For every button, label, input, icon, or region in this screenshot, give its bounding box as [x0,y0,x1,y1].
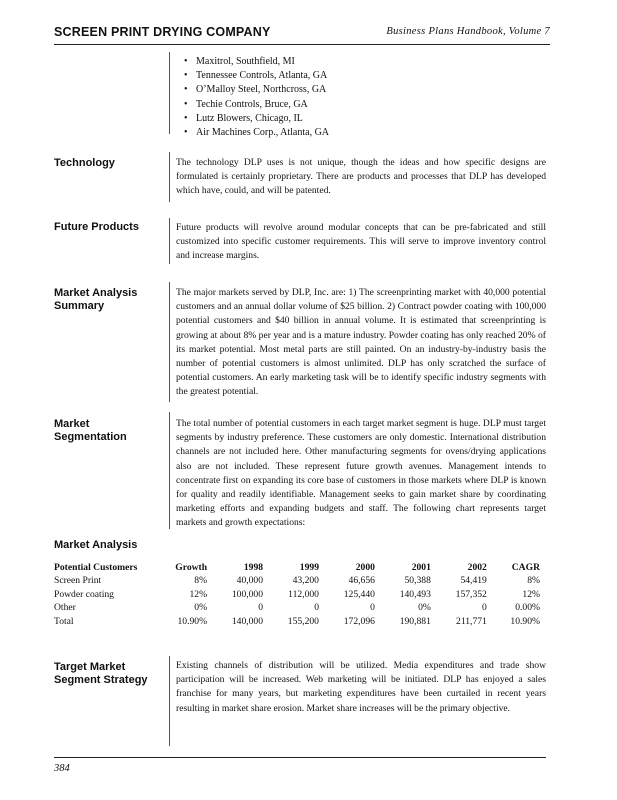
column-rule [169,282,170,402]
list-item: • O’Malloy Steel, Northcross, GA [184,84,327,96]
table-cell: 157,352 [455,588,487,600]
table-cell: 10.90% [177,615,208,627]
table-cell: 125,440 [343,588,375,600]
market-table-title: Market Analysis [54,539,138,551]
table-cell: 46,656 [348,575,375,587]
table-cell: 112,000 [288,588,319,600]
table-cell: 0% [194,602,208,614]
list-item: • Tennessee Controls, Atlanta, GA [184,70,328,82]
table-cell: 211,771 [456,615,487,627]
column-rule [169,412,170,529]
section-text-market-analysis-summary: The major markets served by DLP, Inc. are: 1) The screenprinting market with 40,000 potential customers and an annual dollar volume of $25 billion. 2) Contract powder coating with 100,000 potential customers and $40 billion in annual volume. It is estimated that screenprinting is growing at about 8% per year and is a mature industry. Powder coating has only reached 20% of its market potential. Most metal parts are still painted. On an industry-by-industry basis the number of potential customers is almost unlimited. DLP has only scratched the surface of potential customers. An early marketing task will be to identify specific industry segments with the greatest potential. [176,287,546,398]
table-cell: 140,493 [399,588,431,600]
column-header: Potential Customers [54,562,138,573]
list-item: • Techie Controls, Bruce, GA [184,98,308,110]
section-label-market-analysis-summary: Market Analysis Summary [54,287,138,312]
table-cell: Screen Print [54,575,102,587]
table-cell: 0 [482,602,487,614]
table-cell: 12% [522,588,540,600]
table-cell: 100,000 [231,588,264,600]
table-cell: 190,881 [399,615,431,627]
section-text-technology: The technology DLP uses is not unique, though the ideas and how specific designs are formulated is certainly proprietary. There are products and processes that DLP has developed which have, could, and will be patented. [176,157,546,197]
table-cell: 54,419 [460,575,487,587]
column-header: 2001 [411,562,431,573]
table-row [54,588,540,601]
table-cell: 0.00% [515,602,540,614]
list-item: • Lutz Blowers, Chicago, IL [184,112,303,124]
publication-title: Business Plans Handbook, Volume 7 [386,26,550,37]
column-rule [169,152,170,202]
table-row [54,601,540,614]
market-analysis-table [54,561,540,628]
section-label-market-segmentation: Market Segmentation [54,418,127,443]
table-cell: 0 [258,602,264,614]
column-rule [169,52,170,134]
table-cell: 155,200 [287,615,319,627]
page-header [54,22,550,45]
table-cell: 8% [194,575,208,587]
table-cell: 12% [189,588,208,600]
column-header: 1998 [243,562,264,573]
section-text-target-market: Existing channels of distribution will be utilized. Media expenditures and trade show participation will be increased. Web marketing will be initiated. DLP has enjoyed a sales franchise for many years, but marketing expenditures have been curtailed in recent years resulting in market share erosion. Market share increases will be the primary objective. [176,660,546,714]
table-cell: 140,000 [231,615,264,627]
table-cell: Total [54,615,74,627]
column-header: 1999 [299,562,319,573]
column-header: Growth [175,562,208,573]
customer-list [176,55,329,140]
table-cell: Other [54,602,76,614]
section-text-market-segmentation: The total number of potential customers in each target market segment is huge. DLP must target segments by industry preference. These customers are only domestic. International distribution channels are not included here. Other manufacturing segments for ovens/drying applications also are not included. These represent future growth avenues. Management intends to concentrate first on expanding its core base of customers in those markets where DLP is known for quality and readily identifiable. Management seeks to gain market share by coordinating marketing efforts and expanding budgets and staff. The following chart represents target markets and growth expectations: [176,418,546,529]
table-cell: 50,388 [404,575,431,587]
footer-rule [54,757,546,758]
section-label-technology: Technology [54,157,115,169]
page-number: 384 [54,763,70,774]
table-row [54,615,540,628]
table-cell: 10.90% [510,615,540,627]
list-item: • Air Machines Corp., Atlanta, GA [184,127,330,139]
table-row [54,574,540,587]
column-header: 2000 [355,562,375,573]
table-cell: 172,096 [343,615,375,627]
section-label-future-products: Future Products [54,221,139,233]
section-label-target-market: Target Market Segment Strategy [54,661,148,686]
column-rule [169,218,170,264]
column-header: CAGR [511,562,540,573]
table-header-row [54,561,540,574]
list-item: • Maxitrol, Southfield, MI [184,56,295,67]
table-cell: 0 [370,602,375,614]
table-cell: 0% [418,602,431,614]
section-text-future-products: Future products will revolve around modular concepts that can be pre-fabricated and still customized into specific customer requirements. This will serve to improve inventory control and increase margins. [176,222,546,262]
column-rule [169,656,170,746]
company-title: SCREEN PRINT DRYING COMPANY [54,25,271,39]
column-header: 2002 [467,562,487,573]
table-cell: 43,200 [292,575,319,587]
table-cell: Powder coating [54,588,114,600]
table-cell: 8% [527,575,540,587]
table-cell: 0 [314,602,319,614]
table-cell: 40,000 [236,575,264,587]
